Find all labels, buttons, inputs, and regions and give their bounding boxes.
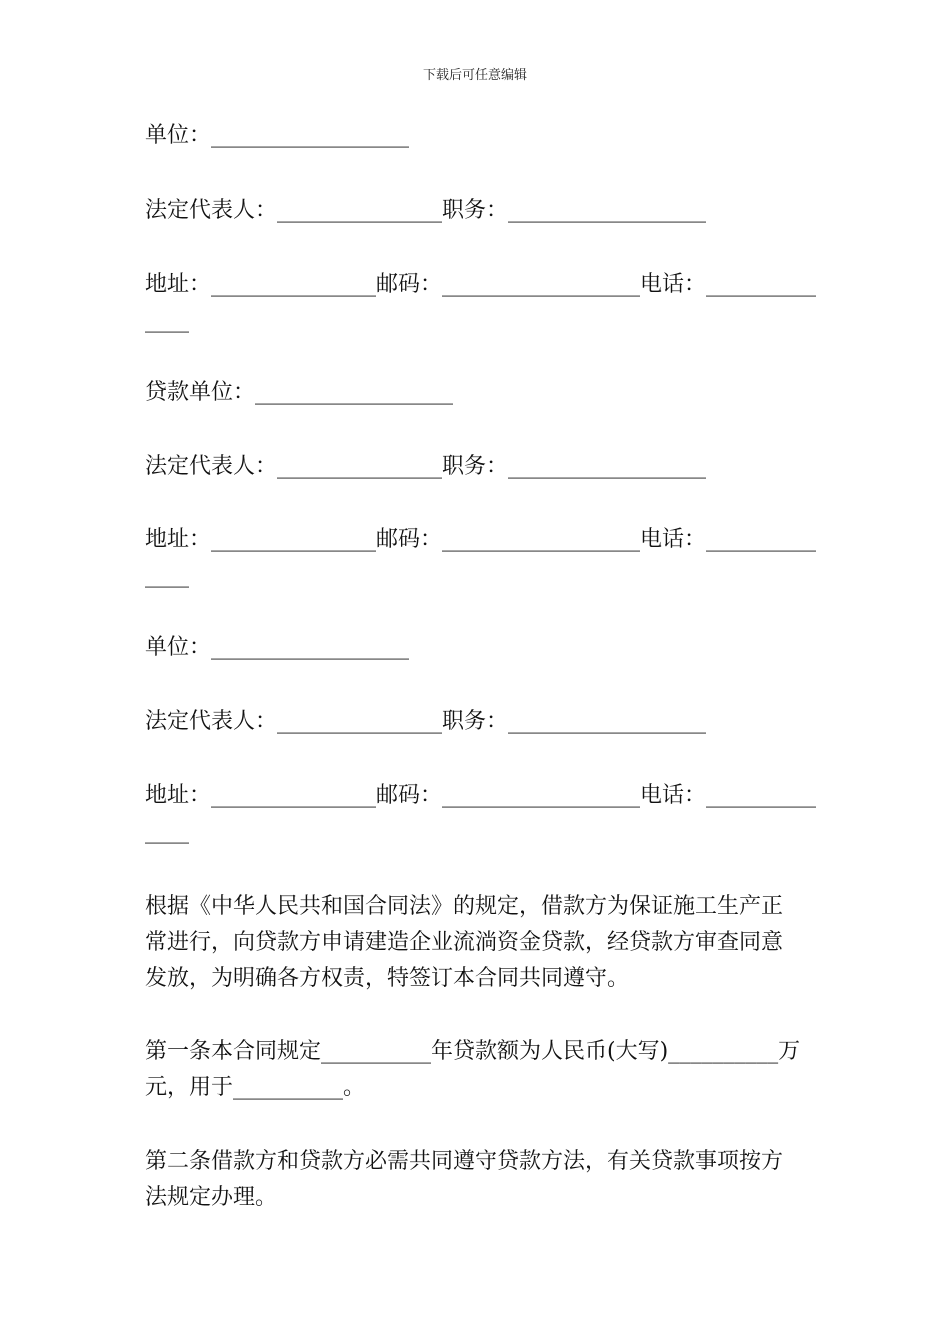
article-1-line: 元，用于__________。 [145,1075,366,1100]
intro-paragraph [145,889,810,997]
legal-representative-field: 法定代表人：_______________职务：__________________ [145,198,707,223]
address-field-continued: ____ [145,819,189,844]
article-1-line: 第一条本合同规定__________年贷款额为人民币(大写)__________万 [145,1039,801,1064]
article-1 [145,1034,810,1106]
address-field: 地址：_______________邮码：__________________电话：__________ [145,272,817,297]
legal-representative-field: 法定代表人：_______________职务：__________________ [145,454,707,479]
intro-line: 发放，为明确各方权责，特签订本合同共同遵守。 [145,966,630,991]
party-unit-field: 单位：__________________ [145,635,410,660]
address-field-continued: ____ [145,563,189,588]
lender-unit-field: 贷款单位：__________________ [145,380,454,405]
article-2 [145,1144,810,1216]
intro-line: 根据《中华人民共和国合同法》的规定，借款方为保证施工生产正 [145,894,784,919]
legal-representative-field: 法定代表人：_______________职务：__________________ [145,709,707,734]
party-unit-field: 单位：__________________ [145,123,410,148]
address-field: 地址：_______________邮码：__________________电话：__________ [145,527,817,552]
article-2-line: 第二条借款方和贷款方必需共同遵守贷款方法，有关贷款事项按方 [145,1149,784,1174]
address-field-continued: ____ [145,308,189,333]
page-header: 下载后可任意编辑 [422,68,527,83]
address-field: 地址：_______________邮码：__________________电话：__________ [145,783,817,808]
article-2-line: 法规定办理。 [145,1185,278,1210]
intro-line: 常进行，向贷款方申请建造企业流淌资金贷款，经贷款方审查同意 [145,930,784,955]
